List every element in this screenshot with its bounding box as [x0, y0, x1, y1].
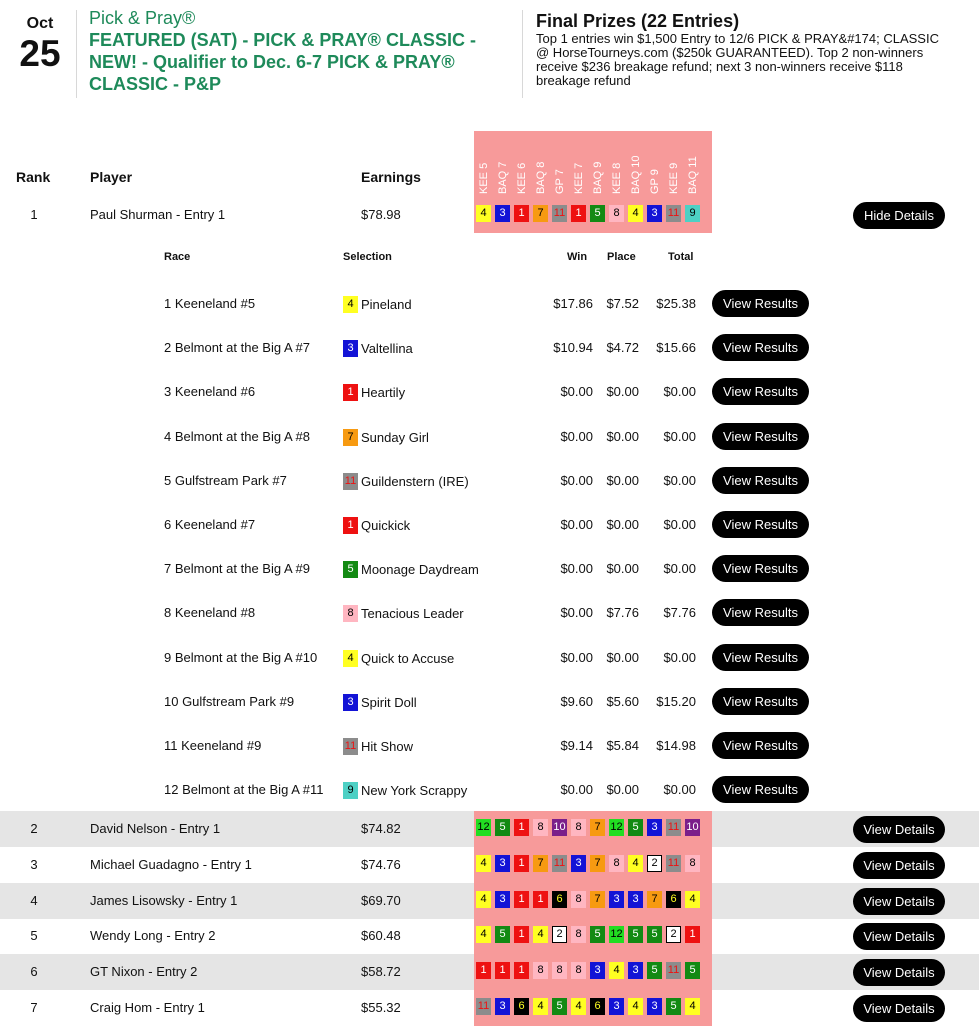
horse-name: Valtellina — [361, 341, 413, 357]
selection-number-badge: 5 — [495, 926, 510, 943]
total-amount: $0.00 — [663, 384, 696, 400]
selection-number-badge: 8 — [609, 855, 624, 872]
race-label: KEE 5 — [478, 162, 490, 194]
details-row — [0, 282, 979, 326]
selection-number-badge: 4 — [628, 205, 643, 222]
selection-number-badge: 11 — [343, 473, 358, 490]
selection-number-badge: 8 — [571, 819, 586, 836]
contest-date — [14, 14, 66, 74]
selection-number-badge: 7 — [343, 429, 358, 446]
table-row — [0, 197, 979, 233]
selection-number-badge: 10 — [552, 819, 567, 836]
selection-number-badge: 9 — [685, 205, 700, 222]
win-amount: $0.00 — [560, 649, 593, 665]
player-name: Craig Hom - Entry 1 — [90, 1000, 205, 1015]
details-row — [0, 503, 979, 547]
total-amount: $0.00 — [663, 649, 696, 665]
selection-number-badge: 8 — [571, 962, 586, 979]
selection-number-badge: 1 — [514, 855, 529, 872]
horse-name: Heartily — [361, 385, 406, 401]
details-row — [0, 680, 979, 724]
selection-number-badge: 9 — [343, 782, 358, 799]
selection-number-badge: 4 — [685, 998, 700, 1015]
selection-number-badge: 6 — [552, 891, 567, 908]
race-label: KEE 6 — [516, 162, 528, 194]
rank-cell: 1 — [30, 207, 38, 222]
win-amount: $0.00 — [560, 472, 593, 488]
selection-number-badge: 7 — [533, 205, 548, 222]
selection-strip — [474, 918, 712, 954]
view-results-button[interactable]: View Results — [712, 423, 809, 450]
place-amount: $0.00 — [606, 561, 639, 577]
horse-name: Quick to Accuse — [361, 650, 455, 666]
view-details-button[interactable]: View Details — [853, 995, 945, 1022]
selection-number-badge: 3 — [343, 340, 358, 357]
selection-number-badge: 5 — [343, 561, 358, 578]
selection-number-badge: 5 — [666, 998, 681, 1015]
place-amount: $0.00 — [606, 782, 639, 798]
selection-number-badge: 3 — [495, 205, 510, 222]
win-amount: $17.86 — [553, 296, 593, 311]
selection-number-badge: 3 — [495, 891, 510, 908]
horse-name: Tenacious Leader — [361, 606, 464, 622]
view-details-button[interactable]: View Details — [853, 923, 945, 950]
horse-name: Pineland — [361, 297, 412, 312]
rank-cell: 4 — [30, 893, 38, 908]
header-divider — [76, 10, 77, 98]
rank-header: Rank — [16, 169, 51, 185]
selection-strip — [474, 197, 712, 233]
win-amount: $0.00 — [560, 561, 593, 577]
horse-name: Quickick — [361, 518, 411, 533]
selection-number-badge: 1 — [514, 926, 529, 943]
total-amount: $25.38 — [656, 296, 696, 311]
selection-cell — [343, 296, 412, 313]
player-name: James Lisowsky - Entry 1 — [90, 893, 238, 908]
view-results-button[interactable]: View Results — [712, 290, 809, 317]
details-selection-header: Selection — [343, 251, 392, 263]
view-results-button[interactable]: View Results — [712, 378, 809, 405]
selection-cell — [343, 694, 417, 711]
selection-number-badge: 6 — [514, 998, 529, 1015]
selection-number-badge: 3 — [495, 855, 510, 872]
selection-number-badge: 11 — [343, 738, 358, 755]
earnings-cell: $55.32 — [361, 1000, 401, 1015]
selection-number-badge: 7 — [590, 891, 605, 908]
horse-name: Moonage Daydream — [361, 562, 479, 578]
earnings-header: Earnings — [361, 169, 421, 185]
race-label: KEE 8 — [611, 162, 623, 194]
race-name: 8 Keeneland #8 — [164, 605, 256, 621]
selection-number-badge: 4 — [476, 891, 491, 908]
selection-number-badge: 10 — [685, 819, 700, 836]
table-row — [0, 847, 979, 883]
rank-cell: 2 — [30, 821, 38, 836]
win-amount: $0.00 — [560, 428, 593, 444]
view-results-button[interactable]: View Results — [712, 334, 809, 361]
selection-number-badge: 4 — [476, 855, 491, 872]
selection-number-badge: 11 — [476, 998, 491, 1015]
total-amount: $0.00 — [663, 782, 696, 798]
win-amount: $0.00 — [560, 782, 593, 798]
prize-text: Top 1 entries win $1,500 Entry to 12/6 PICK & PRAY&#174; CLASSIC @ HorseTourneys.com ($250k GUARANTEED). Top 2 non-winners receive $236 breakage refund; next 3 non-winners receive $118 breakage refund — [536, 31, 939, 88]
win-amount: $9.60 — [560, 693, 593, 709]
selection-number-badge: 5 — [685, 962, 700, 979]
place-amount: $0.00 — [606, 517, 639, 532]
selection-number-badge: 11 — [666, 205, 681, 222]
selection-number-badge: 8 — [685, 855, 700, 872]
view-results-button[interactable]: View Results — [712, 688, 809, 715]
race-label: BAQ 8 — [535, 161, 547, 194]
selection-cell — [343, 517, 410, 534]
race-label: BAQ 7 — [497, 161, 509, 194]
selection-number-badge: 5 — [590, 205, 605, 222]
table-row — [0, 954, 979, 990]
selection-cell — [343, 384, 405, 401]
selection-number-badge: 8 — [533, 819, 548, 836]
selection-number-badge: 3 — [647, 205, 662, 222]
details-win-header: Win — [567, 251, 588, 263]
selection-number-badge: 8 — [571, 891, 586, 908]
player-name: Wendy Long - Entry 2 — [90, 928, 216, 943]
details-race-header: Race — [164, 251, 191, 263]
table-row — [0, 883, 979, 919]
race-name: 5 Gulfstream Park #7 — [164, 472, 287, 488]
details-row — [0, 415, 979, 459]
table-row — [0, 918, 979, 954]
selection-number-badge: 8 — [571, 926, 586, 943]
selection-number-badge: 1 — [343, 517, 358, 534]
selection-number-badge: 5 — [552, 998, 567, 1015]
view-details-button[interactable]: View Details — [853, 852, 945, 879]
place-amount: $7.52 — [606, 296, 639, 311]
selection-number-badge: 4 — [685, 891, 700, 908]
selection-number-badge: 2 — [647, 855, 662, 872]
details-row — [0, 547, 979, 591]
selection-number-badge: 1 — [514, 962, 529, 979]
selection-number-badge: 8 — [609, 205, 624, 222]
race-header-band — [474, 131, 712, 199]
selection-cell — [343, 561, 479, 578]
player-header: Player — [90, 169, 133, 185]
rank-cell: 5 — [30, 928, 38, 943]
selection-number-badge: 3 — [609, 998, 624, 1015]
selection-number-badge: 7 — [647, 891, 662, 908]
horse-name: Hit Show — [361, 739, 414, 754]
hide-details-button[interactable]: Hide Details — [853, 202, 945, 229]
place-amount: $7.76 — [606, 605, 639, 621]
details-row — [0, 326, 979, 370]
race-label: KEE 9 — [668, 162, 680, 194]
total-amount: $0.00 — [663, 428, 696, 444]
earnings-cell: $74.76 — [361, 857, 401, 872]
selection-number-badge: 12 — [609, 926, 624, 943]
selection-cell — [343, 605, 464, 622]
selection-number-badge: 5 — [495, 819, 510, 836]
view-results-button[interactable]: View Results — [712, 467, 809, 494]
selection-number-badge: 6 — [666, 891, 681, 908]
selection-number-badge: 4 — [533, 998, 548, 1015]
details-row — [0, 768, 979, 812]
contest-type: Pick & Pray® — [89, 8, 196, 28]
selection-number-badge: 7 — [533, 855, 548, 872]
selection-number-badge: 6 — [590, 998, 605, 1015]
details-row — [0, 591, 979, 635]
race-name: 2 Belmont at the Big A #7 — [164, 340, 310, 356]
race-name: 1 Keeneland #5 — [164, 296, 256, 311]
selection-number-badge: 1 — [495, 962, 510, 979]
selection-number-badge: 4 — [628, 998, 643, 1015]
selection-number-badge: 11 — [552, 205, 567, 222]
selection-cell — [343, 340, 413, 357]
selection-cell — [343, 429, 429, 446]
race-label: GP 9 — [649, 169, 661, 194]
selection-number-badge: 8 — [552, 962, 567, 979]
total-amount: $14.98 — [656, 738, 696, 753]
selection-number-badge: 5 — [628, 819, 643, 836]
selection-strip — [474, 990, 712, 1026]
race-name: 11 Keeneland #9 — [164, 738, 262, 753]
selection-number-badge: 5 — [628, 926, 643, 943]
selection-strip — [474, 811, 712, 847]
race-name: 4 Belmont at the Big A #8 — [164, 428, 310, 444]
details-row — [0, 724, 979, 768]
win-amount: $0.00 — [560, 605, 593, 621]
rank-cell: 6 — [30, 964, 38, 979]
selection-number-badge: 1 — [343, 384, 358, 401]
win-amount: $9.14 — [560, 738, 593, 753]
rank-cell: 7 — [30, 1000, 38, 1015]
place-amount: $4.72 — [606, 340, 639, 356]
player-name: GT Nixon - Entry 2 — [90, 964, 198, 979]
place-amount: $5.60 — [606, 693, 639, 709]
selection-number-badge: 1 — [514, 819, 529, 836]
view-results-button[interactable]: View Results — [712, 732, 809, 759]
total-amount: $15.66 — [656, 340, 696, 356]
contest-info — [89, 8, 514, 95]
selection-number-badge: 5 — [647, 926, 662, 943]
race-label: GP 7 — [554, 169, 566, 194]
selection-number-badge: 4 — [343, 296, 358, 313]
selection-number-badge: 3 — [571, 855, 586, 872]
horse-name: Guildenstern (IRE) — [361, 473, 469, 489]
selection-number-badge: 5 — [590, 926, 605, 943]
table-row — [0, 990, 979, 1026]
selection-number-badge: 1 — [514, 891, 529, 908]
prize-title: Final Prizes (22 Entries) — [536, 11, 740, 31]
view-details-button[interactable]: View Details — [853, 959, 945, 986]
selection-number-badge: 1 — [476, 962, 491, 979]
selection-number-badge: 4 — [343, 650, 358, 667]
details-row — [0, 370, 979, 414]
player-name: Paul Shurman - Entry 1 — [90, 207, 226, 222]
race-name: 3 Keeneland #6 — [164, 384, 256, 400]
view-results-button[interactable]: View Results — [712, 644, 809, 671]
details-place-header: Place — [607, 251, 636, 263]
selection-number-badge: 4 — [476, 926, 491, 943]
selection-number-badge: 12 — [609, 819, 624, 836]
selection-cell — [343, 738, 413, 755]
total-amount: $7.76 — [663, 605, 696, 621]
earnings-cell: $60.48 — [361, 928, 401, 943]
selection-cell — [343, 473, 469, 490]
selection-number-badge: 8 — [343, 605, 358, 622]
earnings-cell: $69.70 — [361, 893, 401, 908]
place-amount: $0.00 — [606, 384, 639, 400]
selection-number-badge: 12 — [476, 819, 491, 836]
selection-number-badge: 1 — [514, 205, 529, 222]
place-amount: $0.00 — [606, 649, 639, 665]
selection-number-badge: 3 — [628, 891, 643, 908]
win-amount: $0.00 — [560, 517, 593, 532]
selection-cell — [343, 782, 467, 799]
view-details-button[interactable]: View Details — [853, 888, 945, 915]
total-amount: $0.00 — [663, 472, 696, 488]
win-amount: $0.00 — [560, 384, 593, 400]
prize-info — [536, 10, 946, 88]
total-amount: $15.20 — [656, 693, 696, 709]
selection-number-badge: 3 — [647, 819, 662, 836]
race-name: 6 Keeneland #7 — [164, 517, 256, 532]
view-results-button[interactable]: View Results — [712, 555, 809, 582]
header-divider-2 — [522, 10, 523, 98]
selection-number-badge: 3 — [590, 962, 605, 979]
selection-number-badge: 11 — [552, 855, 567, 872]
earnings-cell: $58.72 — [361, 964, 401, 979]
selection-number-badge: 7 — [590, 819, 605, 836]
selection-number-badge: 4 — [628, 855, 643, 872]
date-day: 25 — [19, 33, 61, 74]
race-label: BAQ 9 — [592, 161, 604, 194]
view-results-button[interactable]: View Results — [712, 511, 809, 538]
selection-number-badge: 3 — [343, 694, 358, 711]
place-amount: $5.84 — [606, 738, 639, 753]
race-label: BAQ 11 — [687, 156, 699, 194]
details-row — [0, 636, 979, 680]
selection-number-badge: 8 — [533, 962, 548, 979]
selection-number-badge: 11 — [666, 962, 681, 979]
contest-title: FEATURED (SAT) - PICK & PRAY® CLASSIC - NEW! - Qualifier to Dec. 6-7 PICK & PRAY® CLASSIC - P&P — [89, 30, 476, 94]
selection-number-badge: 4 — [533, 926, 548, 943]
total-amount: $0.00 — [663, 561, 696, 577]
race-name: 12 Belmont at the Big A #11 — [164, 782, 324, 798]
win-amount: $10.94 — [553, 340, 593, 356]
earnings-cell: $74.82 — [361, 821, 401, 836]
selection-number-badge: 4 — [609, 962, 624, 979]
rank-cell: 3 — [30, 857, 38, 872]
date-month: Oct — [26, 15, 54, 32]
selection-number-badge: 3 — [609, 891, 624, 908]
place-amount: $0.00 — [606, 428, 639, 444]
race-label: KEE 7 — [573, 162, 585, 194]
selection-number-badge: 4 — [476, 205, 491, 222]
race-label: BAQ 10 — [630, 155, 642, 194]
race-name: 10 Gulfstream Park #9 — [164, 693, 295, 709]
selection-number-badge: 1 — [533, 891, 548, 908]
selection-number-badge: 2 — [552, 926, 567, 943]
table-row — [0, 811, 979, 847]
horse-name: Spirit Doll — [361, 694, 417, 710]
selection-strip — [474, 847, 712, 883]
horse-name: New York Scrappy — [361, 783, 468, 799]
player-name: David Nelson - Entry 1 — [90, 821, 221, 836]
selection-cell — [343, 650, 454, 667]
selection-strip — [474, 954, 712, 990]
player-name: Michael Guadagno - Entry 1 — [90, 857, 252, 872]
selection-number-badge: 1 — [571, 205, 586, 222]
view-results-button[interactable]: View Results — [712, 599, 809, 626]
selection-number-badge: 3 — [647, 998, 662, 1015]
selection-number-badge: 11 — [666, 855, 681, 872]
place-amount: $0.00 — [606, 472, 639, 488]
race-name: 9 Belmont at the Big A #10 — [164, 649, 318, 665]
horse-name: Sunday Girl — [361, 429, 429, 445]
selection-number-badge: 5 — [647, 962, 662, 979]
selection-number-badge: 4 — [571, 998, 586, 1015]
selection-number-badge: 1 — [685, 926, 700, 943]
selection-number-badge: 11 — [666, 819, 681, 836]
selection-strip — [474, 883, 712, 919]
view-results-button[interactable]: View Results — [712, 776, 809, 803]
selection-number-badge: 3 — [628, 962, 643, 979]
selection-number-badge: 7 — [590, 855, 605, 872]
selection-number-badge: 2 — [666, 926, 681, 943]
race-name: 7 Belmont at the Big A #9 — [164, 561, 310, 577]
total-amount: $0.00 — [663, 517, 696, 532]
earnings-cell: $78.98 — [361, 207, 401, 222]
view-details-button[interactable]: View Details — [853, 816, 945, 843]
details-row — [0, 459, 979, 503]
selection-number-badge: 3 — [495, 998, 510, 1015]
details-total-header: Total — [668, 251, 694, 263]
